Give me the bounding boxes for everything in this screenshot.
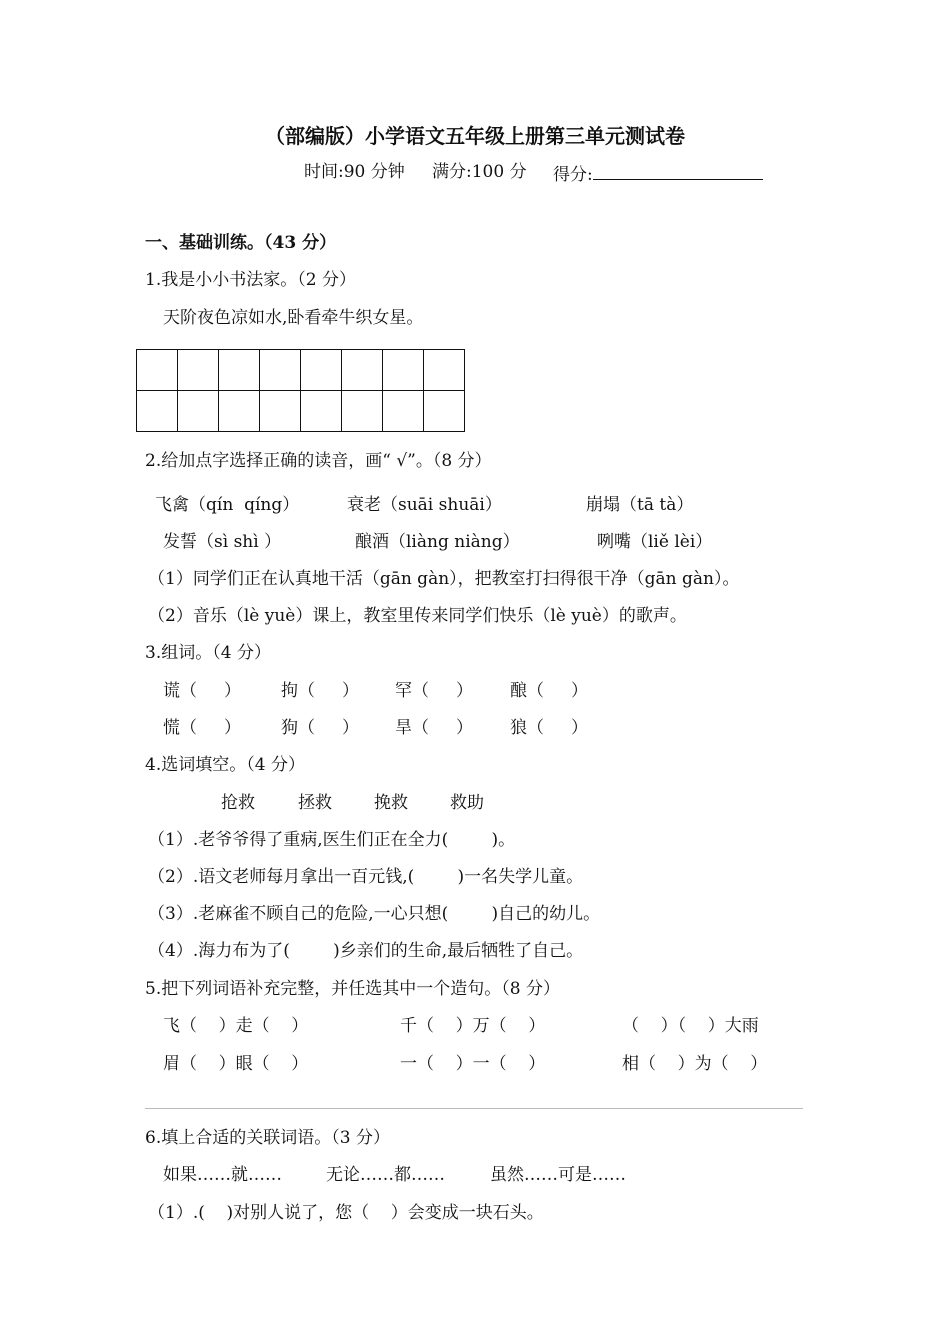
pinyin-item: 发誓（sì shì ） <box>163 532 282 552</box>
fill-sentence[interactable]: （3）.老麻雀不顾自己的危险,一心只想( )自己的幼儿。 <box>148 904 601 924</box>
grid-cell[interactable] <box>383 350 424 391</box>
question-2-sentence: （2）音乐（lè yuè）课上，教室里传来同学们快乐（lè yuè）的歌声。 <box>148 606 687 626</box>
section-heading: 一、基础训练。（43 分） <box>145 233 337 253</box>
score-field[interactable] <box>553 164 763 184</box>
idiom-item[interactable]: 飞（ ）走（ ） <box>163 1016 309 1036</box>
grid-cell[interactable] <box>219 350 260 391</box>
grid-cell[interactable] <box>137 391 178 432</box>
score-blank[interactable] <box>593 164 763 180</box>
word-item[interactable]: 慌（ ） <box>163 718 242 738</box>
question-1-heading: 1.我是小小书法家。（2 分） <box>145 270 356 290</box>
question-6-heading: 6.填上合适的关联词语。（3 分） <box>145 1128 390 1148</box>
full-score: 满分:100 分 <box>432 162 527 182</box>
word-item[interactable]: 酿（ ） <box>510 681 589 701</box>
word-choice: 抢救 <box>221 793 255 813</box>
word-choice: 拯救 <box>298 793 332 813</box>
pinyin-item: 衰老（suāi shuāi） <box>347 495 502 515</box>
calligraphy-grid <box>136 349 465 432</box>
conjunction-choice: 如果……就…… <box>163 1165 282 1185</box>
score-label: 得分: <box>553 165 593 185</box>
grid-cell[interactable] <box>424 391 465 432</box>
word-item[interactable]: 拘（ ） <box>281 681 360 701</box>
grid-cell[interactable] <box>301 350 342 391</box>
grid-cell[interactable] <box>342 350 383 391</box>
word-item[interactable]: 罕（ ） <box>395 681 474 701</box>
grid-cell[interactable] <box>342 391 383 432</box>
idiom-item[interactable]: （ ）（ ）大雨 <box>622 1016 759 1036</box>
fill-sentence[interactable]: （1）.老爷爷得了重病,医生们正在全力( )。 <box>148 830 516 850</box>
word-choice: 救助 <box>450 793 484 813</box>
word-item[interactable]: 旱（ ） <box>395 718 474 738</box>
conjunction-choice: 虽然……可是…… <box>490 1165 626 1185</box>
grid-cell[interactable] <box>137 350 178 391</box>
grid-cell[interactable] <box>383 391 424 432</box>
fill-sentence[interactable]: （1）.( )对别人说了，您（ ）会变成一块石头。 <box>148 1203 544 1223</box>
exam-time: 时间:90 分钟 <box>304 162 405 182</box>
fill-sentence[interactable]: （2）.语文老师每月拿出一百元钱,( )一名失学儿童。 <box>148 867 584 887</box>
grid-cell[interactable] <box>424 350 465 391</box>
question-2-sentence: （1）同学们正在认真地干活（gān gàn），把教室打扫得很干净（gān gàn）。 <box>148 569 740 589</box>
pinyin-item: 咧嘴（liě lèi） <box>597 532 713 552</box>
grid-cell[interactable] <box>260 350 301 391</box>
pinyin-item: 酿酒（liàng niàng） <box>355 532 520 552</box>
grid-cell[interactable] <box>178 391 219 432</box>
pinyin-item: 飞禽（qín qíng） <box>155 495 300 515</box>
word-item[interactable]: 谎（ ） <box>163 681 242 701</box>
grid-cell[interactable] <box>260 391 301 432</box>
question-3-heading: 3.组词。（4 分） <box>145 643 271 663</box>
grid-cell[interactable] <box>301 391 342 432</box>
idiom-item[interactable]: 千（ ）万（ ） <box>400 1016 546 1036</box>
question-5-heading: 5.把下列词语补充完整，并任选其中一个造句。（8 分） <box>145 979 560 999</box>
question-1-text: 天阶夜色凉如水,卧看牵牛织女星。 <box>163 308 424 328</box>
idiom-item[interactable]: 眉（ ）眼（ ） <box>163 1054 309 1074</box>
idiom-item[interactable]: 相（ ）为（ ） <box>622 1054 768 1074</box>
word-choice: 挽救 <box>374 793 408 813</box>
pinyin-item: 崩塌（tā tà） <box>586 495 694 515</box>
answer-line[interactable] <box>145 1108 803 1109</box>
word-item[interactable]: 狼（ ） <box>510 718 589 738</box>
fill-sentence[interactable]: （4）.海力布为了( )乡亲们的生命,最后牺牲了自己。 <box>148 941 584 961</box>
grid-cell[interactable] <box>178 350 219 391</box>
question-4-heading: 4.选词填空。（4 分） <box>145 755 305 775</box>
question-2-heading: 2.给加点字选择正确的读音，画“ √”。（8 分） <box>145 451 492 471</box>
conjunction-choice: 无论……都…… <box>326 1165 445 1185</box>
word-item[interactable]: 狗（ ） <box>281 718 360 738</box>
idiom-item[interactable]: 一（ ）一（ ） <box>400 1054 546 1074</box>
grid-cell[interactable] <box>219 391 260 432</box>
page-title: （部编版）小学语文五年级上册第三单元测试卷 <box>265 124 685 148</box>
